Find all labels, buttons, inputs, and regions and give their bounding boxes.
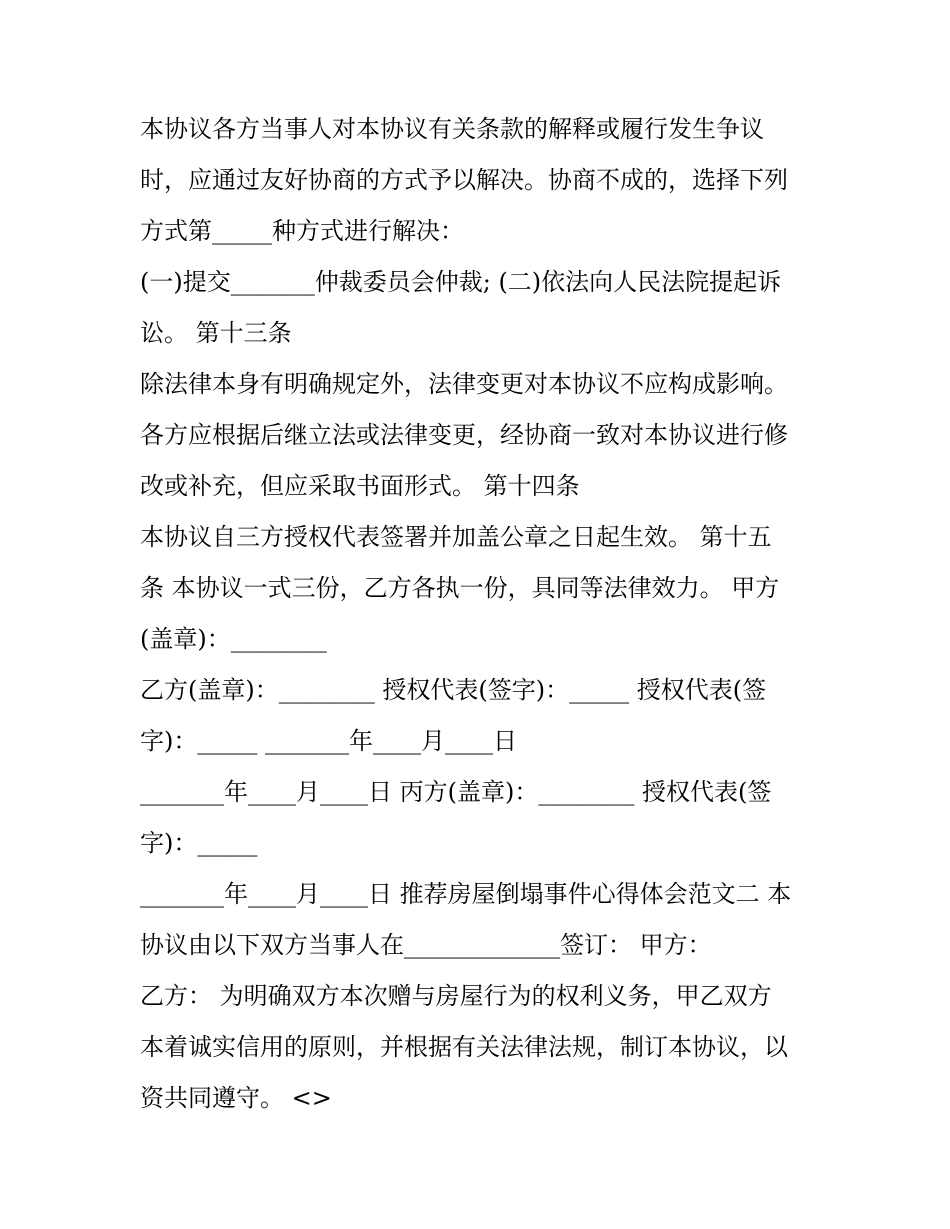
- text-line: 乙方： 为明确双方本次赠与房屋行为的权利义务，甲乙双方: [140, 982, 772, 1010]
- text-line: (盖章)：________: [140, 625, 327, 653]
- text-line: 讼。 第十三条: [140, 319, 292, 347]
- text-line: 乙方(盖章)：________ 授权代表(签字)：_____ 授权代表(签: [140, 676, 767, 704]
- text-line: 字)：_____: [140, 829, 258, 857]
- text-line: (一)提交_______仲裁委员会仲裁; (二)依法向人民法院提起诉: [140, 268, 782, 296]
- text-line: 各方应根据后继立法或法律变更，经协商一致对本协议进行修: [140, 421, 788, 449]
- text-line: 除法律本身有明确规定外，法律变更对本协议不应构成影响。: [140, 370, 788, 398]
- text-line: 时，应通过友好协商的方式予以解决。协商不成的，选择下列: [140, 166, 788, 194]
- text-line: 资共同遵守。 <>: [140, 1084, 332, 1112]
- text-line: 方式第_____种方式进行解决：: [140, 217, 464, 245]
- text-line: _______年____月____日 推荐房屋倒塌事件心得体会范文二 本: [140, 880, 792, 908]
- text-line: 本着诚实信用的原则，并根据有关法律法规，制订本协议，以: [140, 1033, 788, 1061]
- text-line: 字)：_____ _______年____月____日: [140, 727, 517, 755]
- text-line: 条 本协议一式三份，乙方各执一份，具同等法律效力。 甲方: [140, 574, 780, 602]
- text-line: 本协议各方当事人对本协议有关条款的解释或履行发生争议: [140, 115, 764, 143]
- text-line: 本协议自三方授权代表签署并加盖公章之日起生效。 第十五: [140, 523, 772, 551]
- document-body: [140, 104, 820, 1124]
- text-line: _______年____月____日 丙方(盖章)：________ 授权代表(签: [140, 778, 772, 806]
- text-line: 协议由以下双方当事人在_____________签订： 甲方：: [140, 931, 712, 959]
- text-line: 改或补充，但应采取书面形式。 第十四条: [140, 472, 580, 500]
